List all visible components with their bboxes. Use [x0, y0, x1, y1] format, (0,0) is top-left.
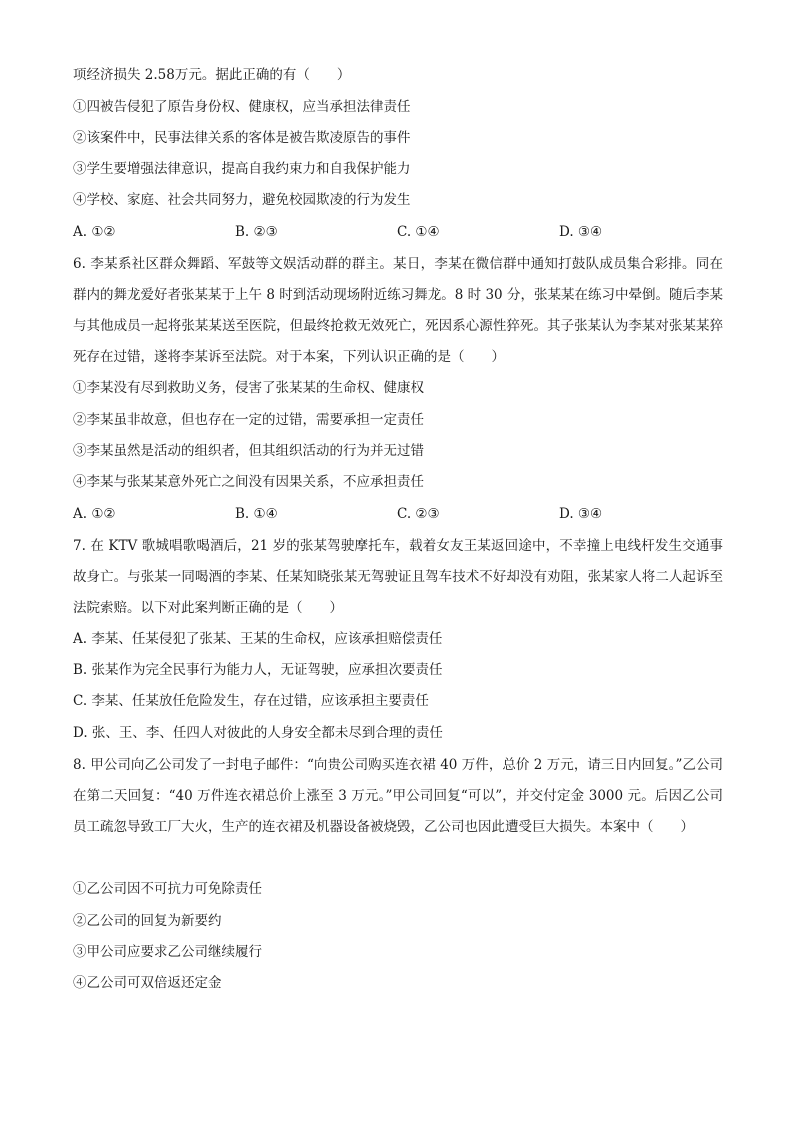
q5-option-b: B. ②③: [235, 224, 278, 240]
q6-option-b: B. ①④: [235, 506, 278, 522]
q8-statement-2: ②乙公司的回复为新要约: [73, 913, 222, 929]
q5-statement-1: ①四被告侵犯了原告身份权、健康权，应当承担法律责任: [73, 99, 411, 115]
q8-stem: 8. 甲公司向乙公司发了一封电子邮件：“向贵公司购买连衣裙 40 万件，总价 2 万元，请三日内回复。”乙公司在第二天回复：“40 万件连衣裙总价上涨至 3 万元。”甲公司回复“可以”，并交付定金 3000 元。后因乙公司员工疏忽导致工厂大火，生产的连衣裙及机器设备被烧毁，乙公司也因此遭受巨大损失。本案中（ ）: [73, 757, 723, 835]
q5-options: [73, 223, 723, 241]
q6-statement-3: ③李某虽然是活动的组织者，但其组织活动的行为并无过错: [73, 443, 424, 459]
q8-statement-4: ④乙公司可双倍返还定金: [73, 975, 222, 991]
q5-statement-3: ③学生要增强法律意识，提高自我约束力和自我保护能力: [73, 161, 411, 177]
q7-stem: 7. 在 KTV 歌城唱歌喝酒后，21 岁的张某驾驶摩托车，载着女友王某返回途中，不幸撞上电线杆发生交通事故身亡。与张某一同喝酒的李某、任某知晓张某无驾驶证且驾车技术不好却没有劝阻，张某家人将二人起诉至法院索赔。以下对此案判断正确的是（ ）: [73, 538, 723, 616]
q6-option-d: D. ③④: [559, 506, 603, 522]
q8-statement-1: ①乙公司因不可抗力可免除责任: [73, 881, 262, 897]
q5-statement-4: ④学校、家庭、社会共同努力，避免校园欺凌的行为发生: [73, 192, 411, 208]
q6-options: [73, 505, 723, 523]
q5-option-c: C. ①④: [397, 224, 440, 240]
q8-statement-3: ③甲公司应要求乙公司继续履行: [73, 944, 262, 960]
q7-option-a: A. 李某、任某侵犯了张某、王某的生命权，应该承担赔偿责任: [73, 631, 443, 647]
q5-option-d: D. ③④: [559, 224, 603, 240]
q6-stem: 6. 李某系社区群众舞蹈、军鼓等文娱活动群的群主。某日，李某在微信群中通知打鼓队成员集合彩排。同在群内的舞龙爱好者张某某于上午 8 时到活动现场附近练习舞龙。8 时 30 分，张某某在练习中晕倒。随后李某与其他成员一起将张某某送至医院，但最终抢救无效死亡，死因系心源性猝死。其子张某认为李某对张某某猝死存在过错，遂将李某诉至法院。对于本案，下列认识正确的是（ ）: [73, 256, 723, 365]
q7-option-c: C. 李某、任某放任危险发生，存在过错，应该承担主要责任: [73, 693, 429, 709]
q6-statement-4: ④李某与张某某意外死亡之间没有因果关系，不应承担责任: [73, 474, 424, 490]
q6-statement-2: ②李某虽非故意，但也存在一定的过错，需要承担一定责任: [73, 412, 424, 428]
q6-option-a: A. ①②: [73, 506, 116, 522]
q5-statement-2: ②该案件中，民事法律关系的客体是被告欺凌原告的事件: [73, 130, 411, 146]
q6-option-c: C. ②③: [397, 506, 440, 522]
q5-stem-tail: 项经济损失 2.58万元。据此正确的有（ ）: [73, 67, 351, 83]
q7-option-b: B. 张某作为完全民事行为能力人，无证驾驶，应承担次要责任: [73, 662, 443, 678]
q5-option-a: A. ①②: [73, 224, 116, 240]
q7-option-d: D. 张、王、李、任四人对彼此的人身安全都未尽到合理的责任: [73, 725, 443, 741]
q6-statement-1: ①李某没有尽到救助义务，侵害了张某某的生命权、健康权: [73, 380, 424, 396]
